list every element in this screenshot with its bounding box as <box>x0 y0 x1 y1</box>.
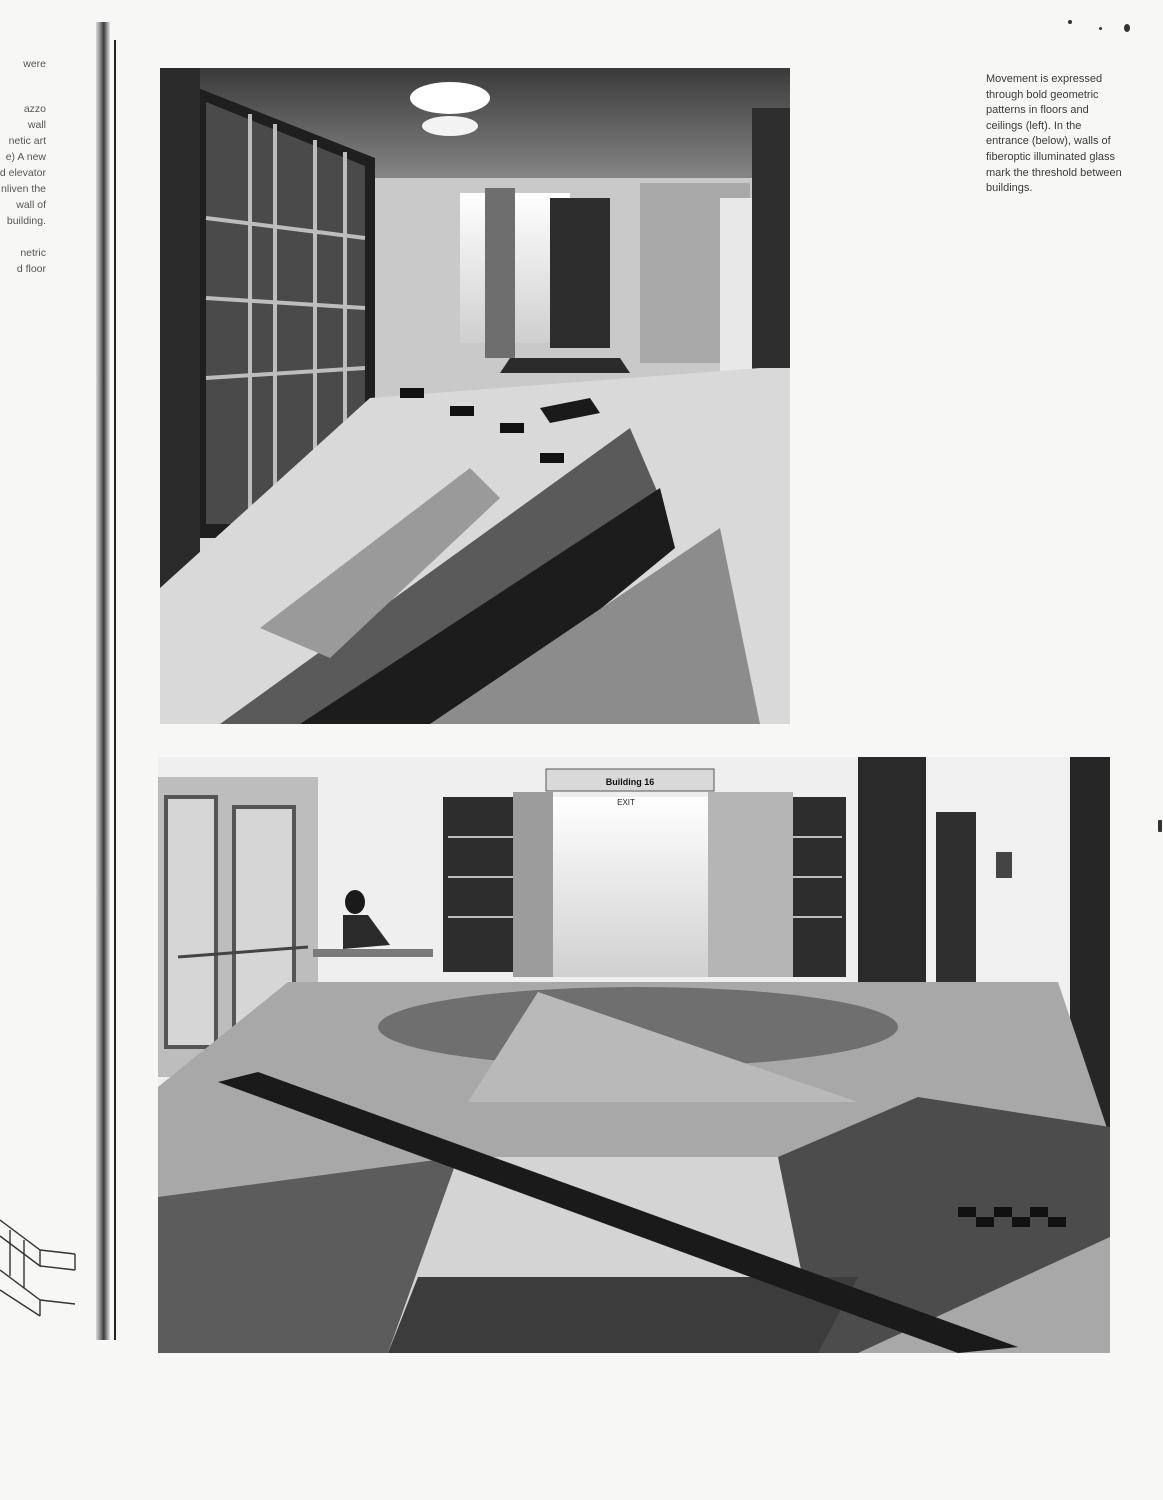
fragment-line: were <box>23 58 46 70</box>
scan-speck <box>1068 20 1072 24</box>
scan-speck <box>1124 24 1130 32</box>
fragment-line: azzo <box>23 103 46 115</box>
fragment-line: e) A new <box>5 151 46 163</box>
fragment-line: nliven the <box>1 183 46 195</box>
isometric-drawing-fragment <box>0 1210 78 1330</box>
fragment-line: building. <box>6 215 46 227</box>
fragment-line: wall <box>27 119 46 131</box>
entrance-photo <box>158 757 1110 1353</box>
exit-sign: EXIT <box>617 798 635 807</box>
corridor-photo-illustration <box>160 68 790 724</box>
facing-page-text-fragments <box>0 0 60 300</box>
fragment-line: wall of <box>16 199 46 211</box>
corridor-photo <box>160 68 790 724</box>
fragment-line: d elevator <box>0 167 46 179</box>
entrance-photo-illustration <box>158 757 1110 1353</box>
page-binding-rule <box>114 40 116 1340</box>
fragment-line: d floor <box>16 263 46 275</box>
photo-caption: Movement is expressed through bold geometric patterns in floors and ceilings (left). In the entrance (below), walls of fiberoptic illuminated glass mark the threshold between buildings. <box>986 73 1122 195</box>
scan-speck <box>1158 820 1162 832</box>
page-binding-shadow <box>96 22 110 1340</box>
fragment-line: netric <box>20 247 46 259</box>
scan-speck <box>1099 27 1102 30</box>
fragment-line: netic art <box>8 135 46 147</box>
building-sign: Building 16 <box>605 777 655 787</box>
